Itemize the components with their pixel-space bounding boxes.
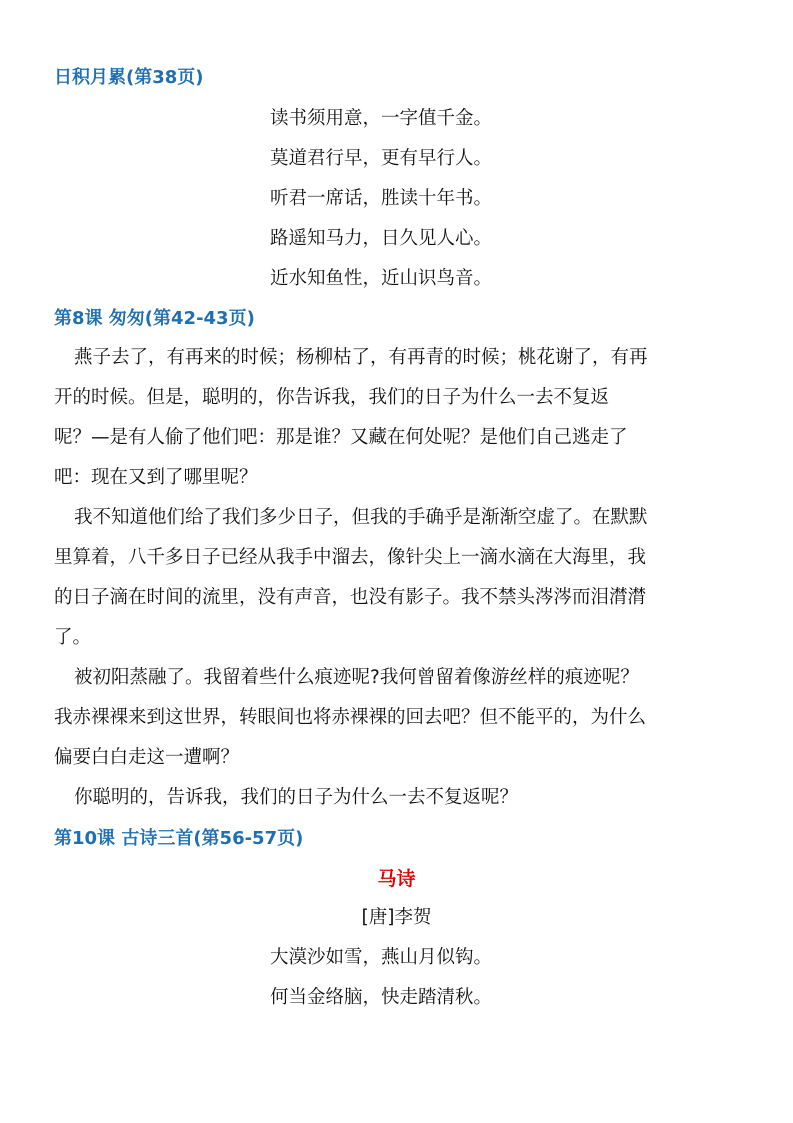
paragraph-line: 吧：现在又到了哪里呢？ [54,467,258,488]
poem-author: [唐]李贺 [361,907,432,928]
verse-line: 路遥知马力，日久见人心。 [270,228,493,249]
paragraph-line: 偏要白白走这一遭啊？ [54,747,240,768]
verse-line: 读书须用意，一字值千金。 [270,108,493,129]
section-heading-gushisanshou: 第10课 古诗三首(第56-57页) [54,828,304,849]
verse-line: 近水知鱼性，近山识鸟音。 [270,268,493,289]
paragraph-line: 被初阳蒸融了。我留着些什么痕迹呢?我何曾留着像游丝样的痕迹呢？ [74,667,639,688]
paragraph-line: 了。 [54,627,92,648]
paragraph-line: 你聪明的，告诉我，我们的日子为什么一去不复返呢？ [74,787,519,808]
paragraph-line: 的日子滴在时间的流里，没有声音，也没有影子。我不禁头涔涔而泪潸潸 [54,587,647,608]
verse-line: 听君一席话，胜读十年书。 [270,188,493,209]
paragraph-line: 开的时候。但是，聪明的，你告诉我，我们的日子为什么一去不复返 [54,387,610,408]
paragraph-line: 里算着，八千多日子已经从我手中溜去，像针尖上一滴水滴在大海里，我 [54,547,647,568]
paragraph-line: 我不知道他们给了我们多少日子，但我的手确乎是渐渐空虚了。在默默 [74,507,648,528]
poem-line: 大漠沙如雪，燕山月似钩。 [270,947,493,968]
section-heading-congcong: 第8课 匆匆(第42-43页) [54,308,255,329]
paragraph-line: 我赤裸裸来到这世界，转眼间也将赤裸裸的回去吧？但不能平的，为什么 [54,707,647,728]
verse-line: 莫道君行早，更有早行人。 [270,148,493,169]
poem-title: 马诗 [377,868,416,890]
section-heading-rijiyuelei: 日积月累(第38页) [54,67,204,88]
paragraph-line: 呢？—是有人偷了他们吧：那是谁？又藏在何处呢？是他们自己逃走了 [54,427,628,448]
poem-line: 何当金络脑，快走踏清秋。 [270,987,493,1008]
paragraph-line: 燕子去了，有再来的时候；杨柳枯了，有再青的时候；桃花谢了，有再 [74,347,648,368]
